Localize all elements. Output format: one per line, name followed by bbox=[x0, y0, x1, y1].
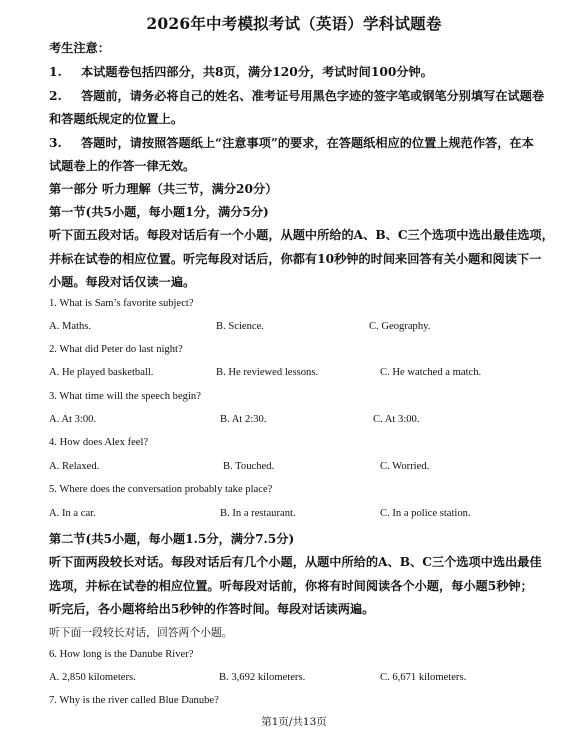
q4-option-a: A. Relaxed. bbox=[49, 461, 100, 472]
q2-option-a: A. He played basketball. bbox=[49, 367, 154, 378]
section2-sub-instruction: 听下面一段较长对话，回答两个小题。 bbox=[49, 627, 233, 639]
notice-item-3 bbox=[49, 134, 534, 151]
q3-option-b: B. At 2:30. bbox=[220, 414, 267, 425]
notice-item-2-cont: 和答题纸规定的位置上。 bbox=[49, 112, 184, 126]
notice-item-3-cont: 试题卷上的作答一律无效。 bbox=[49, 159, 196, 173]
q5-option-c: C. In a police station. bbox=[380, 508, 471, 519]
q1-option-c: C. Geography. bbox=[369, 321, 431, 332]
question-3: 3. What time will the speech begin? bbox=[49, 391, 201, 402]
q1-option-b: B. Science. bbox=[216, 321, 264, 332]
notice-item-text: 答题时，请按照答题纸上“注意事项”的要求，在答题纸相应的位置上规范作答，在本 bbox=[81, 136, 534, 150]
q4-option-b: B. Touched. bbox=[223, 461, 275, 472]
q3-option-c: C. At 3:00. bbox=[373, 414, 420, 425]
q1-option-a: A. Maths. bbox=[49, 321, 92, 332]
question-7: 7. Why is the river called Blue Danube? bbox=[49, 695, 219, 706]
q2-option-c: C. He watched a match. bbox=[380, 367, 482, 378]
page-footer: 第1页/共13页 bbox=[261, 716, 327, 728]
section1-heading: 第一节(共5小题，每小题1分，满分5分) bbox=[49, 205, 269, 219]
q4-option-c: C. Worried. bbox=[380, 461, 430, 472]
question-6: 6. How long is the Danube River? bbox=[49, 649, 194, 660]
section2-instruction-line: 选项，并标在试卷的相应位置。听每段对话前，你将有时间阅读各个小题，每小题5秒钟； bbox=[49, 579, 533, 593]
section1-instruction-line: 听下面五段对话。每段对话后有一个小题，从题中所给的A、B、C三个选项中选出最佳选项， bbox=[49, 228, 554, 242]
q5-option-a: A. In a car. bbox=[49, 508, 96, 519]
question-4: 4. How does Alex feel? bbox=[49, 437, 149, 448]
question-5: 5. Where does the conversation probably take place? bbox=[49, 484, 273, 495]
question-1: 1. What is Sam’s favorite subject? bbox=[49, 298, 194, 309]
question-2: 2. What did Peter do last night? bbox=[49, 344, 183, 355]
notice-item-1 bbox=[49, 63, 433, 80]
q2-option-b: B. He reviewed lessons. bbox=[216, 367, 319, 378]
section2-heading: 第二节(共5小题，每小题1.5分，满分7.5分) bbox=[49, 532, 295, 546]
notice-item-text: 本试题卷包括四部分，共8页，满分120分，考试时间100分钟。 bbox=[81, 65, 433, 79]
notice-heading: 考生注意： bbox=[49, 41, 110, 55]
notice-item-2 bbox=[49, 87, 544, 104]
q6-option-b: B. 3,692 kilometers. bbox=[219, 672, 306, 683]
section1-instruction-line: 小题。每段对话仅读一遍。 bbox=[49, 275, 196, 289]
part1-heading: 第一部分 听力理解（共三节，满分20分） bbox=[49, 182, 278, 196]
notice-item-number: 1. bbox=[49, 65, 62, 79]
section2-instruction-line: 听下面两段较长对话。每段对话后有几个小题，从题中所给的A、B、C三个选项中选出最佳 bbox=[49, 555, 542, 569]
q3-option-a: A. At 3:00. bbox=[49, 414, 97, 425]
section1-instruction-line: 并标在试卷的相应位置。听完每段对话后，你都有10秒钟的时间来回答有关小题和阅读下一 bbox=[49, 252, 542, 266]
q6-option-a: A. 2,850 kilometers. bbox=[49, 672, 136, 683]
notice-item-number: 2. bbox=[49, 89, 62, 103]
q6-option-c: C. 6,671 kilometers. bbox=[380, 672, 467, 683]
section2-instruction-line: 听完后，各小题将给出5秒钟的作答时间。每段对话读两遍。 bbox=[49, 602, 375, 616]
page-title: 2026年中考模拟考试（英语）学科试题卷 bbox=[146, 14, 442, 33]
notice-item-text: 答题前，请务必将自己的姓名、准考证号用黑色字迹的签字笔或钢笔分别填写在试题卷 bbox=[81, 89, 545, 103]
q5-option-b: B. In a restaurant. bbox=[220, 508, 296, 519]
notice-item-number: 3. bbox=[49, 136, 62, 150]
